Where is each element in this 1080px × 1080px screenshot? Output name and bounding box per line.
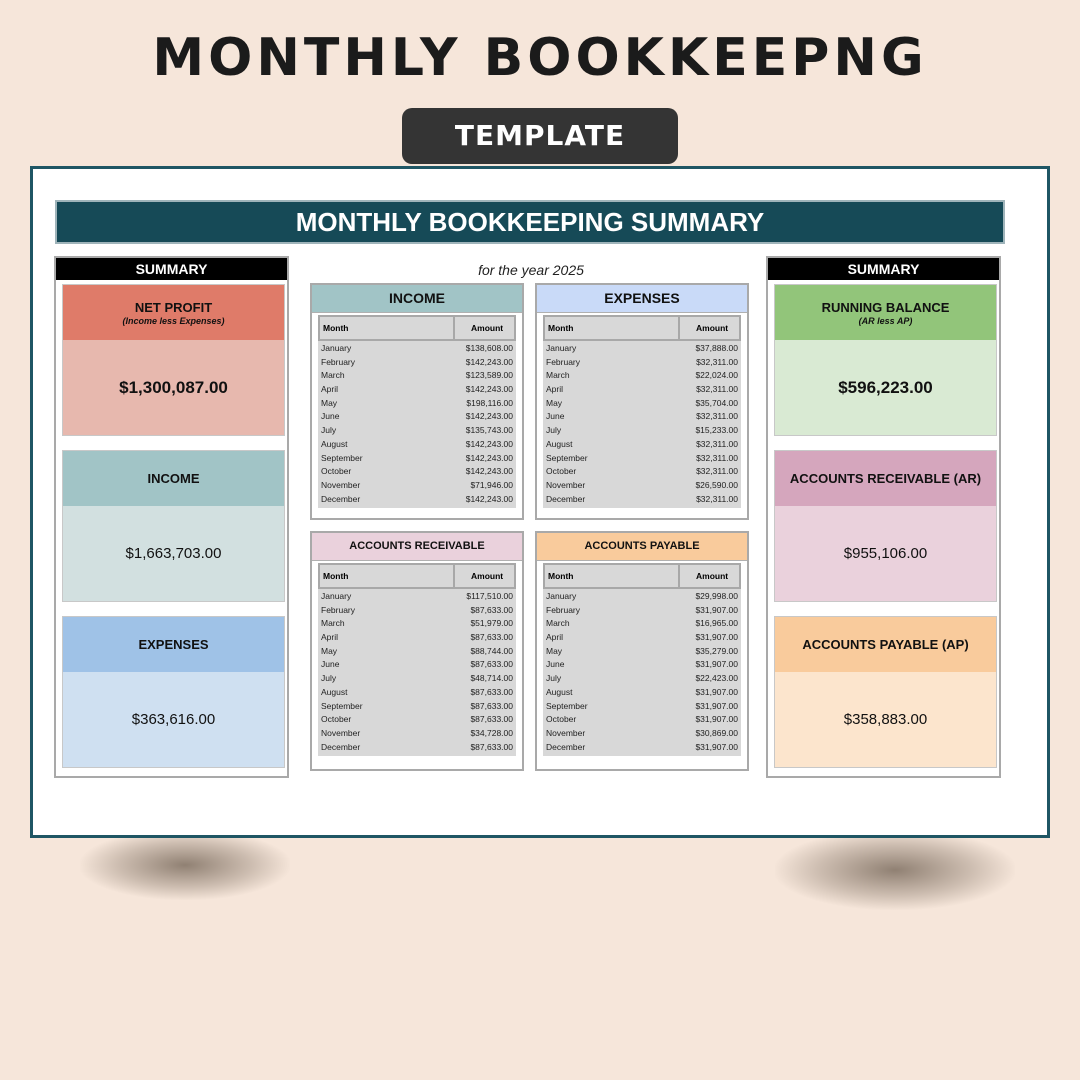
accounts-receivable-value: $955,106.00: [775, 506, 996, 601]
table-row: [543, 424, 741, 438]
row-amount: $123,589.00: [465, 370, 513, 381]
accounts-payable-label: ACCOUNTS PAYABLE (AP): [802, 637, 969, 652]
row-month: July: [321, 425, 337, 436]
expenses-table-column-headers: [543, 315, 741, 341]
row-amount: $32,311.00: [696, 356, 738, 367]
row-amount: $32,311.00: [696, 411, 738, 422]
row-month: December: [321, 493, 361, 504]
row-amount: $87,633.00: [470, 700, 513, 711]
row-month: September: [546, 452, 588, 463]
row-amount: $87,633.00: [470, 741, 513, 752]
row-month: January: [321, 343, 352, 353]
column-header-month: Month: [320, 317, 455, 339]
frame-shadow-left: [80, 830, 290, 900]
column-header-month: Month: [545, 317, 680, 339]
expenses-header: [63, 617, 284, 672]
net-profit-note: (Income less Expenses): [122, 315, 225, 326]
row-month: May: [546, 397, 563, 408]
row-amount: $142,243.00: [465, 356, 513, 367]
row-month: June: [321, 411, 340, 422]
table-row: [318, 590, 516, 604]
income-header: [63, 451, 284, 506]
row-month: February: [546, 356, 581, 367]
expenses-card: [62, 616, 285, 768]
table-row: [543, 658, 741, 672]
row-amount: $142,243.00: [465, 438, 513, 449]
table-row: [543, 479, 741, 493]
row-amount: $71,946.00: [470, 479, 513, 490]
row-month: December: [321, 741, 361, 752]
row-month: August: [321, 438, 348, 449]
table-row: [318, 700, 516, 714]
row-month: November: [546, 727, 586, 738]
column-header-amount: Amount: [696, 571, 729, 581]
row-month: June: [321, 659, 340, 670]
row-month: September: [321, 452, 363, 463]
table-row: [543, 672, 741, 686]
running-balance-note: (AR less AP): [858, 315, 913, 326]
running-balance-value: $596,223.00: [775, 340, 996, 435]
row-month: May: [546, 645, 563, 656]
row-amount: $32,311.00: [696, 493, 738, 504]
income-table-rows: [318, 341, 516, 508]
row-amount: $31,907.00: [695, 686, 738, 697]
table-row: [543, 700, 741, 714]
table-row: [318, 383, 516, 397]
row-month: March: [546, 618, 570, 629]
row-amount: $51,979.00: [470, 618, 513, 629]
row-amount: $34,728.00: [470, 727, 513, 738]
table-row: [318, 604, 516, 618]
accounts-payable-value: $358,883.00: [775, 672, 996, 767]
row-month: October: [321, 466, 352, 477]
row-month: November: [321, 479, 361, 490]
table-row: [543, 604, 741, 618]
row-month: August: [546, 438, 573, 449]
table-row: [318, 741, 516, 755]
row-month: March: [321, 618, 345, 629]
row-amount: $87,633.00: [470, 714, 513, 725]
row-amount: $142,243.00: [465, 452, 513, 463]
row-amount: $32,311.00: [696, 438, 738, 449]
accounts-receivable-label: ACCOUNTS RECEIVABLE (AR): [789, 471, 982, 486]
running-balance-header: [775, 285, 996, 340]
income-card: [62, 450, 285, 602]
table-row: [318, 410, 516, 424]
accounts-payable-header: [775, 617, 996, 672]
table-row: [318, 342, 516, 356]
sheet-title: MONTHLY BOOKKEEPING SUMMARY: [55, 200, 1005, 244]
row-amount: $22,024.00: [695, 370, 738, 381]
row-month: February: [321, 604, 356, 615]
table-row: [543, 465, 741, 479]
table-row: [318, 631, 516, 645]
row-month: November: [546, 479, 586, 490]
row-month: August: [321, 686, 348, 697]
table-row: [318, 356, 516, 370]
table-row: [543, 452, 741, 466]
table-row: [543, 438, 741, 452]
accounts-receivable-table-title: ACCOUNTS RECEIVABLE: [312, 533, 522, 561]
table-row: [318, 452, 516, 466]
page-title: MONTHLY BOOKKEEPNG: [152, 28, 928, 88]
table-row: [543, 397, 741, 411]
column-header-amount: Amount: [471, 571, 504, 581]
row-month: May: [321, 397, 338, 408]
row-amount: $87,633.00: [470, 632, 513, 643]
left-summary-panel: [54, 256, 289, 778]
spreadsheet-preview: [30, 166, 1050, 838]
row-amount: $138,608.00: [465, 343, 513, 353]
row-amount: $142,243.00: [465, 493, 513, 504]
row-month: June: [546, 411, 565, 422]
accounts-payable-table-title: ACCOUNTS PAYABLE: [537, 533, 747, 561]
row-month: December: [546, 493, 586, 504]
row-month: April: [546, 632, 564, 643]
accounts-payable-rows: [543, 589, 741, 756]
table-row: [543, 713, 741, 727]
accounts-receivable-table: [310, 531, 524, 771]
row-amount: $142,243.00: [465, 466, 513, 477]
net-profit-card: [62, 284, 285, 436]
row-month: March: [546, 370, 570, 381]
row-month: January: [321, 591, 352, 601]
accounts-payable-card: [774, 616, 997, 768]
expenses-table-rows: [543, 341, 741, 508]
table-row: [318, 727, 516, 741]
row-month: September: [321, 700, 363, 711]
expenses-table-title: EXPENSES: [537, 285, 747, 313]
row-amount: $88,744.00: [470, 645, 513, 656]
row-month: October: [546, 466, 577, 477]
net-profit-value: $1,300,087.00: [63, 340, 284, 435]
row-amount: $22,423.00: [695, 673, 738, 684]
row-amount: $35,704.00: [695, 397, 738, 408]
table-row: [543, 369, 741, 383]
row-month: August: [546, 686, 573, 697]
row-month: May: [321, 645, 338, 656]
row-month: December: [546, 741, 586, 752]
row-month: February: [546, 604, 581, 615]
income-table: [310, 283, 524, 520]
row-amount: $87,633.00: [470, 686, 513, 697]
row-amount: $48,714.00: [470, 673, 513, 684]
row-month: September: [546, 700, 588, 711]
row-amount: $32,311.00: [696, 384, 738, 395]
row-amount: $15,233.00: [695, 425, 738, 436]
table-row: [318, 493, 516, 507]
accounts-receivable-card: [774, 450, 997, 602]
row-month: November: [321, 727, 361, 738]
table-row: [543, 617, 741, 631]
table-row: [543, 410, 741, 424]
row-amount: $26,590.00: [695, 479, 738, 490]
column-header-amount: Amount: [696, 323, 729, 333]
expenses-table: [535, 283, 749, 520]
row-amount: $198,116.00: [466, 397, 513, 408]
row-amount: $31,907.00: [695, 714, 738, 725]
accounts-receivable-rows: [318, 589, 516, 756]
row-amount: $87,633.00: [470, 659, 513, 670]
net-profit-header: [63, 285, 284, 340]
left-summary-heading: SUMMARY: [56, 258, 287, 280]
accounts-receivable-header: [775, 451, 996, 506]
row-amount: $142,243.00: [465, 411, 513, 422]
income-table-column-headers: [318, 315, 516, 341]
net-profit-label: NET PROFIT: [134, 299, 213, 315]
accounts-payable-column-headers: [543, 563, 741, 589]
column-header-month: Month: [320, 565, 455, 587]
table-row: [318, 686, 516, 700]
accounts-payable-table: [535, 531, 749, 771]
row-amount: $31,907.00: [695, 741, 738, 752]
running-balance-label: RUNNING BALANCE: [821, 299, 950, 315]
table-row: [543, 686, 741, 700]
table-row: [318, 438, 516, 452]
table-row: [318, 479, 516, 493]
row-month: January: [546, 343, 577, 353]
row-month: February: [321, 356, 356, 367]
row-month: June: [546, 659, 565, 670]
column-header-amount: Amount: [471, 323, 504, 333]
row-amount: $32,311.00: [696, 452, 738, 463]
row-amount: $31,907.00: [695, 700, 738, 711]
row-month: April: [546, 384, 564, 395]
row-amount: $117,510.00: [466, 591, 513, 601]
table-row: [543, 741, 741, 755]
row-month: January: [546, 591, 577, 601]
income-table-title: INCOME: [312, 285, 522, 313]
table-row: [318, 713, 516, 727]
row-amount: $87,633.00: [470, 604, 513, 615]
right-summary-panel: [766, 256, 1001, 778]
table-row: [318, 617, 516, 631]
row-month: October: [321, 714, 352, 725]
row-amount: $35,279.00: [695, 645, 738, 656]
row-amount: $31,907.00: [695, 659, 738, 670]
row-month: July: [546, 425, 562, 436]
row-amount: $31,907.00: [695, 604, 738, 615]
template-badge: TEMPLATE: [402, 108, 678, 164]
table-row: [543, 645, 741, 659]
table-row: [543, 383, 741, 397]
row-amount: $135,743.00: [465, 425, 513, 436]
row-amount: $31,907.00: [695, 632, 738, 643]
row-amount: $16,965.00: [695, 618, 738, 629]
frame-shadow-right: [775, 830, 1015, 910]
table-row: [543, 493, 741, 507]
table-row: [543, 342, 741, 356]
table-row: [318, 424, 516, 438]
row-month: July: [546, 673, 562, 684]
expenses-value: $363,616.00: [63, 672, 284, 767]
table-row: [318, 465, 516, 479]
row-amount: $37,888.00: [695, 343, 738, 353]
running-balance-card: [774, 284, 997, 436]
row-month: March: [321, 370, 345, 381]
table-row: [543, 631, 741, 645]
row-month: April: [321, 632, 339, 643]
sheet-subtitle: for the year 2025: [478, 262, 584, 278]
row-month: October: [546, 714, 577, 725]
row-amount: $32,311.00: [696, 466, 738, 477]
table-row: [318, 658, 516, 672]
expenses-label: EXPENSES: [138, 637, 209, 652]
accounts-receivable-column-headers: [318, 563, 516, 589]
column-header-month: Month: [545, 565, 680, 587]
table-row: [543, 590, 741, 604]
row-amount: $142,243.00: [465, 384, 513, 395]
row-month: April: [321, 384, 339, 395]
table-row: [318, 672, 516, 686]
row-month: July: [321, 673, 337, 684]
table-row: [543, 727, 741, 741]
row-amount: $29,998.00: [695, 591, 738, 601]
right-summary-heading: SUMMARY: [768, 258, 999, 280]
income-value: $1,663,703.00: [63, 506, 284, 601]
table-row: [318, 645, 516, 659]
row-amount: $30,869.00: [695, 727, 738, 738]
table-row: [318, 369, 516, 383]
table-row: [318, 397, 516, 411]
income-label: INCOME: [147, 471, 200, 486]
table-row: [543, 356, 741, 370]
